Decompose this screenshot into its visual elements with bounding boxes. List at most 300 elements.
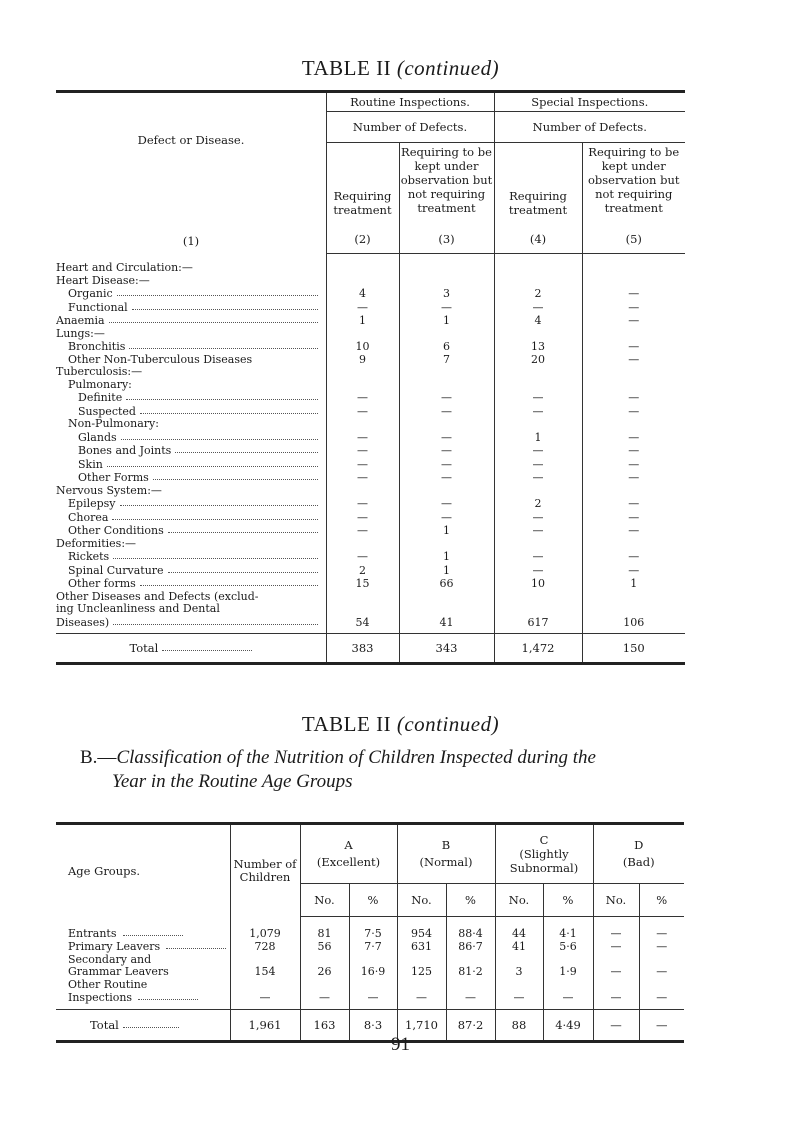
row-label-text: Definite [78, 391, 123, 404]
cell-value: 10 [494, 577, 582, 591]
cell-value [300, 979, 349, 992]
total-value: 8·3 [349, 1009, 397, 1041]
dot-leader [166, 940, 226, 949]
row-label-text: Bones and Joints [78, 444, 172, 457]
dot-leader [138, 991, 198, 1000]
cell-value: — [582, 391, 685, 405]
row-label-text: Other Non-Tuberculous Diseases [68, 353, 253, 366]
row-label [56, 927, 230, 941]
table-row [56, 616, 685, 630]
row-label-text: Secondary and [68, 952, 152, 966]
total-value: 150 [582, 634, 685, 664]
cell-value: — [399, 458, 494, 472]
total-value: 1,472 [494, 634, 582, 664]
cell-value: — [593, 991, 639, 1005]
table-1-title: TABLE II (continued) [301, 56, 500, 80]
dot-leader [121, 431, 318, 440]
row-label-text: Spinal Curvature [68, 563, 164, 577]
cell-value [326, 379, 399, 392]
cell-value: — [494, 301, 582, 315]
cell-value: 41 [495, 940, 543, 954]
table-row [56, 524, 685, 538]
cell-value: 7·7 [349, 940, 397, 954]
cell-value: — [495, 991, 543, 1005]
cell-value [399, 538, 494, 551]
row-label-text: Heart and Circulation:— [56, 262, 193, 274]
cell-value: 954 [397, 927, 446, 941]
cell-value [326, 262, 399, 275]
dot-leader [123, 1019, 179, 1028]
row-label-text: Lungs:— [56, 327, 105, 340]
cell-value: — [543, 991, 593, 1005]
cell-value [494, 366, 582, 379]
row-label [56, 577, 326, 591]
total-value: 4·49 [543, 1009, 593, 1041]
row-label [56, 564, 326, 578]
cell-value: — [399, 405, 494, 419]
row-label [56, 550, 326, 564]
row-label-text: Suspected [78, 404, 136, 418]
cell-value: 125 [397, 966, 446, 979]
row-label-text: Bronchitis [68, 340, 126, 353]
cell-value: 1 [582, 577, 685, 591]
table-row [56, 979, 684, 992]
cell-value: 154 [230, 966, 300, 979]
total-label [56, 634, 326, 664]
cell-value: — [639, 966, 684, 979]
cell-value [326, 538, 399, 551]
row-label-text: Heart Disease:— [56, 274, 150, 287]
cell-value [326, 328, 399, 341]
cell-value: — [582, 405, 685, 419]
cell-value: — [326, 391, 399, 405]
cell-value: 10 [326, 340, 399, 354]
row-label-text: Other Diseases and Defects (exclud- [56, 590, 259, 603]
c-pct-header: % [543, 884, 593, 917]
row-label-text: Non-Pulmonary: [68, 418, 159, 430]
cell-value: 2 [494, 287, 582, 301]
row-label [56, 405, 326, 419]
cell-value [494, 603, 582, 616]
row-label [56, 458, 326, 472]
table-row [56, 444, 685, 458]
cell-value: — [639, 940, 684, 954]
dot-leader [117, 287, 318, 296]
dot-leader [113, 616, 318, 625]
cell-value [349, 979, 397, 992]
row-label [56, 262, 326, 275]
cell-value: — [494, 405, 582, 419]
cell-value: — [639, 927, 684, 941]
cell-value [543, 979, 593, 992]
table-row [56, 577, 685, 591]
cell-value: — [399, 471, 494, 485]
cell-value: 81 [300, 927, 349, 941]
dot-leader [113, 550, 318, 559]
cell-value: — [582, 524, 685, 538]
row-label-text: Tuberculosis:— [56, 366, 143, 378]
table-row [56, 314, 685, 328]
table-row [56, 366, 685, 379]
cell-value [399, 418, 494, 431]
total-value: 383 [326, 634, 399, 664]
cell-value: — [494, 458, 582, 472]
cell-value [582, 328, 685, 341]
row-label [56, 538, 326, 551]
cell-value: — [582, 550, 685, 564]
table-row [56, 418, 685, 431]
defects-table [56, 90, 685, 665]
cell-value: 9 [326, 354, 399, 367]
cell-value: — [582, 354, 685, 367]
cell-value [494, 591, 582, 604]
cell-value [582, 538, 685, 551]
cell-value: — [494, 550, 582, 564]
total-label-text: Total [129, 641, 159, 655]
row-label-text: Nervous System:— [56, 484, 162, 497]
row-label-text: Rickets [68, 550, 110, 563]
row-label [56, 979, 230, 992]
row-label [56, 603, 326, 616]
cell-value: — [399, 431, 494, 445]
category-d-header: D (Bad) [593, 824, 684, 884]
cell-value: 88·4 [446, 927, 495, 941]
cell-value: 3 [495, 966, 543, 979]
cell-value: — [349, 991, 397, 1005]
cell-value: 86·7 [446, 940, 495, 954]
row-label [56, 418, 326, 431]
cell-value [582, 262, 685, 275]
cell-value [399, 591, 494, 604]
row-label [56, 340, 326, 354]
cell-value [494, 418, 582, 431]
cell-value: — [582, 444, 685, 458]
cell-value: — [326, 301, 399, 315]
row-label [56, 354, 326, 367]
dot-leader [140, 577, 318, 586]
row-label-text: Glands [78, 430, 117, 444]
cell-value: 66 [399, 577, 494, 591]
cell-value: — [399, 301, 494, 315]
cell-value: — [399, 497, 494, 511]
cell-value [326, 603, 399, 616]
table-row [56, 354, 685, 367]
category-b-header: B (Normal) [397, 824, 495, 884]
dot-leader [175, 444, 318, 453]
row-label-text: Inspections [68, 991, 133, 1004]
cell-value: 44 [495, 927, 543, 941]
cell-value: 16·9 [349, 966, 397, 979]
cell-value [230, 979, 300, 992]
table-2-subtitle: B.—Classification of the Nutrition of Children Inspected during the Year in the Routine Age Groups [80, 747, 596, 792]
cell-value [399, 275, 494, 288]
table-row [56, 458, 685, 472]
dot-leader [168, 564, 318, 573]
total-value: 1,961 [230, 1009, 300, 1041]
row-label [56, 366, 326, 379]
total-value: 343 [399, 634, 494, 664]
cell-value: 2 [494, 497, 582, 511]
dot-leader [112, 511, 318, 520]
table-row [56, 405, 685, 419]
cell-value: — [582, 497, 685, 511]
dot-leader [153, 471, 318, 480]
cell-value: — [582, 511, 685, 525]
cell-value [494, 328, 582, 341]
cell-value [494, 538, 582, 551]
dot-leader [109, 314, 318, 323]
cell-value [399, 366, 494, 379]
cell-value: 7 [399, 354, 494, 367]
cell-value: 4·1 [543, 927, 593, 941]
row-label [56, 275, 326, 288]
row-label-text: Other Forms [78, 471, 149, 484]
cell-value: — [494, 511, 582, 525]
cell-value: 1·9 [543, 966, 593, 979]
dot-leader [107, 458, 318, 467]
total-value: 87·2 [446, 1009, 495, 1041]
table-row [56, 262, 685, 275]
table-row [56, 328, 685, 341]
cell-value: 1 [399, 524, 494, 538]
table-row [56, 471, 685, 485]
cell-value [582, 366, 685, 379]
row-label-text: Functional [68, 300, 128, 314]
table-row [56, 927, 684, 941]
dot-leader [126, 391, 318, 400]
table-2-title: TABLE II (continued) [301, 712, 500, 736]
cell-value: 4 [326, 287, 399, 301]
cell-value: — [494, 471, 582, 485]
cell-value: — [399, 511, 494, 525]
cell-value: — [326, 550, 399, 564]
row-label-text: Other Routine [68, 977, 148, 991]
total-value: 163 [300, 1009, 349, 1041]
page-number: 91 [391, 1034, 410, 1055]
row-label [56, 301, 326, 315]
table-row [56, 379, 685, 392]
age-groups-header: Age Groups. [56, 824, 230, 917]
cell-value [399, 328, 494, 341]
row-label [56, 379, 326, 392]
cell-value: — [593, 927, 639, 941]
row-label [56, 940, 230, 954]
b-no-header: No. [397, 884, 446, 917]
col3-header: Requiring to be kept under observation but not requiring treatment (3) [399, 143, 494, 253]
defect-column-header: Defect or Disease. (1) [56, 92, 326, 254]
total-value: 88 [495, 1009, 543, 1041]
total-value: — [593, 1009, 639, 1041]
cell-value [399, 603, 494, 616]
a-pct-header: % [349, 884, 397, 917]
dot-leader [120, 497, 318, 506]
table-row [56, 603, 685, 616]
row-label [56, 328, 326, 341]
cell-value [399, 379, 494, 392]
row-label-text: Deformities:— [56, 537, 137, 550]
row-label-text: Other forms [68, 577, 136, 590]
nutrition-table [56, 822, 684, 1043]
row-label-text: Grammar Leavers [68, 965, 169, 978]
cell-value: — [397, 991, 446, 1005]
row-label-text: Diseases) [56, 615, 110, 629]
cell-value: — [326, 405, 399, 419]
row-label-text: Epilepsy [68, 497, 116, 510]
d-pct-header: % [639, 884, 684, 917]
cell-value: — [494, 391, 582, 405]
row-label-text: Other Conditions [68, 524, 164, 537]
cell-value: — [326, 497, 399, 511]
cell-value: 1 [399, 564, 494, 578]
table-row [56, 991, 684, 1005]
table-row [56, 275, 685, 288]
cell-value: — [399, 391, 494, 405]
table-row [56, 940, 684, 954]
cell-value: — [582, 314, 685, 328]
cell-value: 617 [494, 616, 582, 630]
cell-value [494, 275, 582, 288]
row-label [56, 591, 326, 604]
row-label-text: Skin [78, 457, 103, 471]
table-row [56, 391, 685, 405]
cell-value: — [582, 564, 685, 578]
cell-value: — [399, 444, 494, 458]
cell-value [582, 591, 685, 604]
cell-value: — [326, 511, 399, 525]
cell-value [326, 485, 399, 498]
row-label [56, 485, 326, 498]
table-row [56, 340, 685, 354]
cell-value: 20 [494, 354, 582, 367]
table-row [56, 431, 685, 445]
b-pct-header: % [446, 884, 495, 917]
cell-value [582, 603, 685, 616]
total-value: 1,710 [397, 1009, 446, 1041]
cell-value: 41 [399, 616, 494, 630]
cell-value: — [230, 991, 300, 1005]
cell-value [494, 379, 582, 392]
row-label [56, 471, 326, 485]
cell-value: 15 [326, 577, 399, 591]
row-label [56, 287, 326, 301]
table-row [56, 564, 685, 578]
cell-value: 1 [399, 314, 494, 328]
row-label [56, 511, 326, 525]
cell-value [494, 485, 582, 498]
cell-value: 26 [300, 966, 349, 979]
row-label-text: Anaemia [56, 314, 105, 327]
cell-value: 728 [230, 940, 300, 954]
cell-value: — [326, 431, 399, 445]
cell-value: 4 [494, 314, 582, 328]
cell-value [397, 979, 446, 992]
col4-header: Requiring treatment (4) [494, 143, 582, 253]
cell-value [582, 275, 685, 288]
cell-value [326, 366, 399, 379]
row-label [56, 991, 230, 1005]
d-no-header: No. [593, 884, 639, 917]
total-row [56, 634, 685, 664]
cell-value: — [494, 524, 582, 538]
cell-value: 7·5 [349, 927, 397, 941]
cell-value [639, 979, 684, 992]
row-label-text: Chorea [68, 510, 109, 524]
cell-value [582, 485, 685, 498]
row-label [56, 616, 326, 630]
cell-value: — [326, 471, 399, 485]
cell-value [495, 979, 543, 992]
table-row [56, 538, 685, 551]
table-row [56, 287, 685, 301]
table-row [56, 485, 685, 498]
cell-value: 631 [397, 940, 446, 954]
row-label [56, 391, 326, 405]
table-row [56, 550, 685, 564]
cell-value [326, 418, 399, 431]
table-row [56, 301, 685, 315]
cell-value: 1 [494, 431, 582, 445]
cell-value: 54 [326, 616, 399, 630]
dot-leader [140, 405, 318, 414]
cell-value: — [582, 471, 685, 485]
cell-value [582, 379, 685, 392]
cell-value: 1 [326, 314, 399, 328]
cell-value: 81·2 [446, 966, 495, 979]
cell-value [399, 485, 494, 498]
cell-value: — [494, 444, 582, 458]
row-label [56, 444, 326, 458]
cell-value [399, 262, 494, 275]
cell-value: — [582, 431, 685, 445]
cell-value: 1,079 [230, 927, 300, 941]
row-label-text: ing Uncleanliness and Dental [56, 603, 220, 615]
table-row [56, 511, 685, 525]
cell-value: — [582, 340, 685, 354]
cell-value: — [326, 524, 399, 538]
cell-value: — [582, 287, 685, 301]
cell-value [582, 418, 685, 431]
dot-leader [162, 642, 252, 651]
routine-number-of-defects-header: Number of Defects. [326, 112, 494, 143]
cell-value: 5·6 [543, 940, 593, 954]
table-row [56, 966, 684, 979]
cell-value: — [494, 564, 582, 578]
a-no-header: No. [300, 884, 349, 917]
cell-value: — [326, 458, 399, 472]
col2-header: Requiring treatment (2) [326, 143, 399, 253]
row-label-text: Pulmonary: [68, 378, 132, 391]
row-label [56, 431, 326, 445]
cell-value: — [300, 991, 349, 1005]
row-label-text: Primary Leavers [68, 940, 161, 953]
cell-value: — [593, 966, 639, 979]
cell-value: — [446, 991, 495, 1005]
row-label-text: Organic [68, 287, 113, 300]
table-row [56, 591, 685, 604]
routine-inspections-header: Routine Inspections. [326, 92, 494, 112]
cell-value: — [326, 444, 399, 458]
cell-value: 56 [300, 940, 349, 954]
row-label-text: Entrants [68, 926, 117, 940]
cell-value [326, 275, 399, 288]
cell-value [593, 979, 639, 992]
row-label [56, 314, 326, 328]
dot-leader [132, 301, 318, 310]
cell-value [446, 979, 495, 992]
c-no-header: No. [495, 884, 543, 917]
row-label [56, 524, 326, 538]
cell-value: 13 [494, 340, 582, 354]
